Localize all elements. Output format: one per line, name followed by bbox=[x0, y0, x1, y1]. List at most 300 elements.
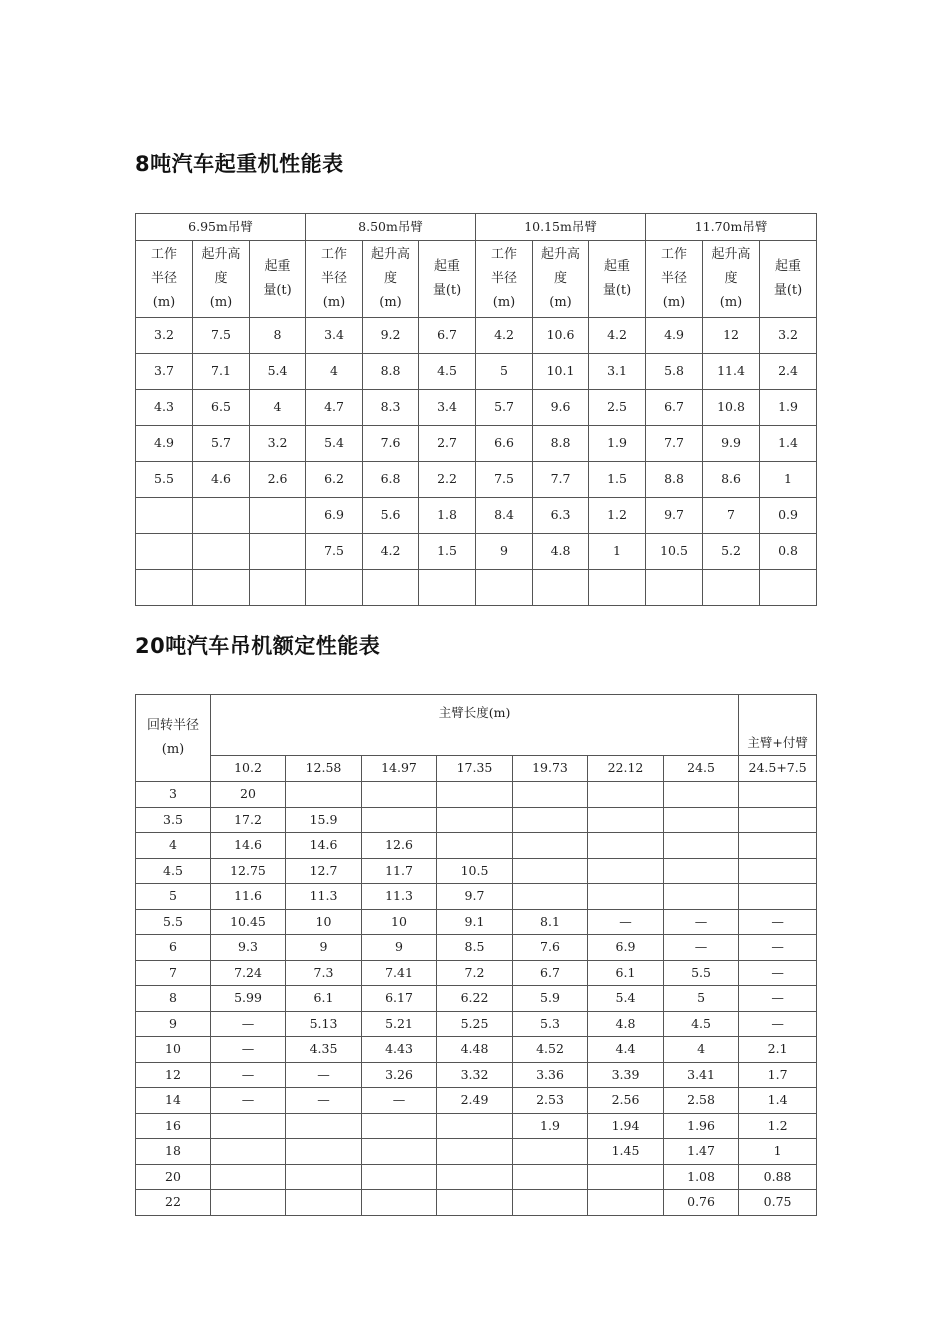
table-row bbox=[136, 1164, 817, 1190]
boom-length-header: 19.73 bbox=[513, 756, 588, 782]
table-cell: — bbox=[739, 986, 817, 1012]
table-cell bbox=[250, 534, 306, 570]
table-row bbox=[136, 986, 817, 1012]
table-cell: 1.5 bbox=[419, 534, 476, 570]
table-cell: 7 bbox=[703, 498, 760, 534]
working-radius-header-line: (m) bbox=[492, 295, 516, 310]
table-row bbox=[136, 960, 817, 986]
load-capacity-header-line: 起重 bbox=[775, 259, 802, 274]
table-cell bbox=[513, 884, 588, 910]
table-cell: 14.6 bbox=[211, 833, 286, 859]
table-cell: 2.49 bbox=[437, 1088, 513, 1114]
table-cell: 6.8 bbox=[363, 462, 419, 498]
table-cell: 5 bbox=[476, 354, 533, 390]
working-radius-header-line: (m) bbox=[662, 295, 686, 310]
working-radius-header-line: (m) bbox=[322, 295, 346, 310]
table-cell: 1.47 bbox=[664, 1139, 739, 1165]
table-cell bbox=[739, 833, 817, 859]
table-row bbox=[136, 1088, 817, 1114]
table-cell bbox=[437, 807, 513, 833]
table-cell: 9.3 bbox=[211, 935, 286, 961]
lift-height-header-line: (m) bbox=[549, 295, 572, 310]
table-cell: 5.13 bbox=[286, 1011, 362, 1037]
table-row bbox=[136, 534, 817, 570]
table-cell: 4.9 bbox=[136, 426, 193, 462]
lift-height-header-line: 起升高 bbox=[541, 247, 581, 262]
table-cell: 1.8 bbox=[419, 498, 476, 534]
table-row bbox=[136, 462, 817, 498]
boom-group-header-row bbox=[136, 214, 817, 241]
table-cell: 8.5 bbox=[437, 935, 513, 961]
table-row bbox=[136, 426, 817, 462]
table-cell bbox=[362, 1164, 437, 1190]
table-cell bbox=[664, 833, 739, 859]
table-cell: 3.4 bbox=[306, 318, 363, 354]
table-cell bbox=[286, 1164, 362, 1190]
table-cell bbox=[362, 1139, 437, 1165]
table-cell: 4.2 bbox=[363, 534, 419, 570]
table-cell: 11.4 bbox=[703, 354, 760, 390]
table-cell: 2.6 bbox=[250, 462, 306, 498]
table-cell bbox=[211, 1164, 286, 1190]
table-cell: 1.5 bbox=[589, 462, 646, 498]
working-radius-header-line: 半径 bbox=[661, 271, 688, 286]
table-8t-crane-performance bbox=[135, 213, 817, 606]
load-capacity-header-line: 起重 bbox=[264, 259, 291, 274]
boom-length-header: 14.97 bbox=[362, 756, 437, 782]
table-cell: 5.21 bbox=[362, 1011, 437, 1037]
table-cell: 4.52 bbox=[513, 1037, 588, 1063]
table-cell: 9.7 bbox=[646, 498, 703, 534]
table-cell bbox=[362, 1190, 437, 1216]
table-cell: 2.53 bbox=[513, 1088, 588, 1114]
table-cell bbox=[306, 570, 363, 606]
table-cell: 5.7 bbox=[476, 390, 533, 426]
working-radius-header-line: 工作 bbox=[150, 247, 177, 262]
table-cell: 2.1 bbox=[739, 1037, 817, 1063]
radius-cell: 3.5 bbox=[136, 807, 211, 833]
table-cell: 8.1 bbox=[513, 909, 588, 935]
table-cell: 1.2 bbox=[739, 1113, 817, 1139]
radius-cell: 6 bbox=[136, 935, 211, 961]
table-cell bbox=[437, 1139, 513, 1165]
boom-group-header: 11.70m吊臂 bbox=[646, 214, 817, 241]
table-cell: 7.3 bbox=[286, 960, 362, 986]
radius-cell: 4 bbox=[136, 833, 211, 859]
table-cell bbox=[760, 570, 817, 606]
radius-cell: 9 bbox=[136, 1011, 211, 1037]
working-radius-header-line: 工作 bbox=[491, 247, 518, 262]
working-radius-header-line: (m) bbox=[152, 295, 176, 310]
table-cell: 4 bbox=[306, 354, 363, 390]
table-cell: 5.99 bbox=[211, 986, 286, 1012]
table-cell: 5.6 bbox=[363, 498, 419, 534]
table-cell: 3.4 bbox=[419, 390, 476, 426]
radius-cell: 18 bbox=[136, 1139, 211, 1165]
table-cell: 10.5 bbox=[646, 534, 703, 570]
load-capacity-header-line: 起重 bbox=[434, 259, 461, 274]
boom-length-header: 24.5 bbox=[664, 756, 739, 782]
table-cell bbox=[664, 782, 739, 808]
working-radius-header-line: 半径 bbox=[321, 271, 348, 286]
load-capacity-header-line: 量(t) bbox=[773, 283, 803, 298]
table-cell: 5.8 bbox=[646, 354, 703, 390]
table-cell bbox=[437, 833, 513, 859]
working-radius-header-line: 工作 bbox=[661, 247, 688, 262]
table-cell: 4.35 bbox=[286, 1037, 362, 1063]
table-cell: 5.9 bbox=[513, 986, 588, 1012]
table-cell: 6.3 bbox=[533, 498, 589, 534]
table-cell: 4.43 bbox=[362, 1037, 437, 1063]
table-cell bbox=[193, 498, 250, 534]
table-cell: 9.2 bbox=[363, 318, 419, 354]
table-cell bbox=[664, 884, 739, 910]
table-cell bbox=[437, 782, 513, 808]
table-cell: 3.1 bbox=[589, 354, 646, 390]
table-cell bbox=[588, 884, 664, 910]
working-radius-header bbox=[306, 241, 363, 318]
table-cell: 4.7 bbox=[306, 390, 363, 426]
page-title-20t-crane: 20吨汽车吊机额定性能表 bbox=[135, 634, 381, 658]
load-capacity-header bbox=[760, 241, 817, 318]
radius-cell: 3 bbox=[136, 782, 211, 808]
boom-length-row bbox=[136, 756, 817, 782]
table-cell: 1.94 bbox=[588, 1113, 664, 1139]
working-radius-header bbox=[476, 241, 533, 318]
radius-cell: 7 bbox=[136, 960, 211, 986]
lift-height-header bbox=[363, 241, 419, 318]
radius-cell: 5.5 bbox=[136, 909, 211, 935]
radius-cell: 10 bbox=[136, 1037, 211, 1063]
table-cell bbox=[739, 782, 817, 808]
table-row bbox=[136, 909, 817, 935]
table-cell: 7.5 bbox=[193, 318, 250, 354]
table-cell: 6.7 bbox=[646, 390, 703, 426]
table-cell: — bbox=[211, 1011, 286, 1037]
table-cell bbox=[286, 1190, 362, 1216]
table-row bbox=[136, 570, 817, 606]
table-cell: 2.7 bbox=[419, 426, 476, 462]
table-cell: 10 bbox=[362, 909, 437, 935]
table-cell: 8.8 bbox=[533, 426, 589, 462]
table-cell: 4.2 bbox=[589, 318, 646, 354]
lift-height-header bbox=[193, 241, 250, 318]
radius-cell: 5 bbox=[136, 884, 211, 910]
table-cell: 3.2 bbox=[760, 318, 817, 354]
lift-height-header-line: 起升高 bbox=[201, 247, 241, 262]
table-20t-crane-rated-performance bbox=[135, 694, 817, 1216]
table-cell: 6.22 bbox=[437, 986, 513, 1012]
table-cell: 5.5 bbox=[664, 960, 739, 986]
table-cell: 4.2 bbox=[476, 318, 533, 354]
table-cell bbox=[589, 570, 646, 606]
table-cell bbox=[588, 1190, 664, 1216]
radius-cell: 4.5 bbox=[136, 858, 211, 884]
working-radius-header-line: 半径 bbox=[150, 271, 177, 286]
table-cell: 1.7 bbox=[739, 1062, 817, 1088]
lift-height-header-line: (m) bbox=[719, 295, 743, 310]
table-row bbox=[136, 390, 817, 426]
table-cell: 10.5 bbox=[437, 858, 513, 884]
table-cell: 0.88 bbox=[739, 1164, 817, 1190]
lift-height-header-line: (m) bbox=[379, 295, 402, 310]
table-cell: 1 bbox=[589, 534, 646, 570]
table-cell: — bbox=[739, 935, 817, 961]
table-cell bbox=[362, 807, 437, 833]
table-cell: 1.4 bbox=[739, 1088, 817, 1114]
table-cell bbox=[286, 1139, 362, 1165]
load-capacity-header-line: 量(t) bbox=[263, 283, 292, 298]
table-row bbox=[136, 1190, 817, 1216]
table-cell: 5 bbox=[664, 986, 739, 1012]
lift-height-header-line: (m) bbox=[209, 295, 233, 310]
table-cell bbox=[703, 570, 760, 606]
table-cell: 8.6 bbox=[703, 462, 760, 498]
table-cell: 1 bbox=[760, 462, 817, 498]
table-cell: 6.9 bbox=[588, 935, 664, 961]
table-cell: 3.32 bbox=[437, 1062, 513, 1088]
page-title-8t-crane: 8吨汽车起重机性能表 bbox=[135, 152, 344, 176]
table-cell bbox=[286, 1113, 362, 1139]
table-cell: 5.2 bbox=[703, 534, 760, 570]
table-cell: 1.9 bbox=[513, 1113, 588, 1139]
table-cell: 7.41 bbox=[362, 960, 437, 986]
lift-height-header-line: 度 bbox=[384, 271, 398, 286]
table-cell: 5.5 bbox=[136, 462, 193, 498]
header-row bbox=[136, 695, 817, 756]
table-cell bbox=[419, 570, 476, 606]
table-cell: 4.6 bbox=[193, 462, 250, 498]
table-cell: 12.7 bbox=[286, 858, 362, 884]
table-cell: 4.5 bbox=[664, 1011, 739, 1037]
table-cell bbox=[513, 1190, 588, 1216]
table-cell: 6.2 bbox=[306, 462, 363, 498]
table-cell: 17.2 bbox=[211, 807, 286, 833]
table-cell: 7.7 bbox=[646, 426, 703, 462]
lift-height-header-line: 起升高 bbox=[371, 247, 411, 262]
column-header-row bbox=[136, 241, 817, 318]
table-cell bbox=[646, 570, 703, 606]
table-cell: — bbox=[664, 909, 739, 935]
table-cell: 4 bbox=[664, 1037, 739, 1063]
table-cell: 4.8 bbox=[588, 1011, 664, 1037]
table-cell: 4.4 bbox=[588, 1037, 664, 1063]
table-cell: — bbox=[739, 909, 817, 935]
table-cell bbox=[362, 1113, 437, 1139]
table-cell bbox=[513, 858, 588, 884]
table-cell: 3.36 bbox=[513, 1062, 588, 1088]
table-cell bbox=[211, 1139, 286, 1165]
table-row bbox=[136, 782, 817, 808]
boom-group-header: 6.95m吊臂 bbox=[136, 214, 306, 241]
table-cell: 12.6 bbox=[362, 833, 437, 859]
table-cell: 7.1 bbox=[193, 354, 250, 390]
table-cell: 11.3 bbox=[362, 884, 437, 910]
table-cell bbox=[513, 1139, 588, 1165]
table-cell bbox=[513, 807, 588, 833]
table-cell: 5.4 bbox=[306, 426, 363, 462]
table-cell: — bbox=[211, 1088, 286, 1114]
table-cell: — bbox=[362, 1088, 437, 1114]
load-capacity-header bbox=[589, 241, 646, 318]
table-cell: 3.2 bbox=[136, 318, 193, 354]
table-cell: 2.4 bbox=[760, 354, 817, 390]
table-cell bbox=[437, 1190, 513, 1216]
table-cell: 5.4 bbox=[588, 986, 664, 1012]
working-radius-header-line: 半径 bbox=[491, 271, 518, 286]
table-cell bbox=[193, 570, 250, 606]
table-cell: 4.48 bbox=[437, 1037, 513, 1063]
table-cell bbox=[250, 498, 306, 534]
table-cell: 4.9 bbox=[646, 318, 703, 354]
table-cell: 0.8 bbox=[760, 534, 817, 570]
boom-length-header: 24.5+7.5 bbox=[739, 756, 817, 782]
table-cell: 7.6 bbox=[363, 426, 419, 462]
table-cell: 6.7 bbox=[419, 318, 476, 354]
table-cell: 10.8 bbox=[703, 390, 760, 426]
boom-group-header: 8.50m吊臂 bbox=[306, 214, 476, 241]
table-cell: 9.6 bbox=[533, 390, 589, 426]
table-cell: 3.7 bbox=[136, 354, 193, 390]
table-cell: 11.3 bbox=[286, 884, 362, 910]
load-capacity-header bbox=[250, 241, 306, 318]
table-cell bbox=[588, 858, 664, 884]
radius-header-label: 回转半径 bbox=[146, 718, 199, 733]
main-boom-length-header: 主臂长度(m) bbox=[211, 695, 739, 756]
radius-cell: 16 bbox=[136, 1113, 211, 1139]
table-cell: 7.2 bbox=[437, 960, 513, 986]
table-row bbox=[136, 498, 817, 534]
table-cell bbox=[136, 534, 193, 570]
table-cell: 6.7 bbox=[513, 960, 588, 986]
table-cell: 1.2 bbox=[589, 498, 646, 534]
table-row bbox=[136, 318, 817, 354]
table-row bbox=[136, 884, 817, 910]
table-cell bbox=[476, 570, 533, 606]
table-cell: 3.39 bbox=[588, 1062, 664, 1088]
table-cell: 8.3 bbox=[363, 390, 419, 426]
table-cell bbox=[363, 570, 419, 606]
table-cell: 10 bbox=[286, 909, 362, 935]
table-cell bbox=[211, 1190, 286, 1216]
lift-height-header-line: 度 bbox=[214, 271, 228, 286]
radius-cell: 12 bbox=[136, 1062, 211, 1088]
table-cell bbox=[664, 807, 739, 833]
table-row bbox=[136, 858, 817, 884]
table-row bbox=[136, 807, 817, 833]
table-cell: 7.5 bbox=[476, 462, 533, 498]
table-row bbox=[136, 354, 817, 390]
table-cell: 2.5 bbox=[589, 390, 646, 426]
table-cell: 2.2 bbox=[419, 462, 476, 498]
table-cell: 11.7 bbox=[362, 858, 437, 884]
working-radius-header bbox=[646, 241, 703, 318]
table-cell bbox=[513, 1164, 588, 1190]
working-radius-header-line: 工作 bbox=[321, 247, 348, 262]
table-cell bbox=[513, 782, 588, 808]
table-cell: 15.9 bbox=[286, 807, 362, 833]
table-cell: 3.26 bbox=[362, 1062, 437, 1088]
table-cell: 9.9 bbox=[703, 426, 760, 462]
table-cell: 1 bbox=[739, 1139, 817, 1165]
table-cell: 12 bbox=[703, 318, 760, 354]
radius-header-unit: (m) bbox=[161, 742, 185, 757]
table-cell: 12.75 bbox=[211, 858, 286, 884]
boom-group-header: 10.15m吊臂 bbox=[476, 214, 646, 241]
table-cell: 8 bbox=[250, 318, 306, 354]
table-cell: 1.9 bbox=[589, 426, 646, 462]
table-row bbox=[136, 1011, 817, 1037]
table-cell: 10.45 bbox=[211, 909, 286, 935]
lift-height-header-line: 起升高 bbox=[711, 247, 751, 262]
boom-length-header: 17.35 bbox=[437, 756, 513, 782]
table-cell: 5.7 bbox=[193, 426, 250, 462]
lift-height-header bbox=[533, 241, 589, 318]
table-cell: — bbox=[286, 1062, 362, 1088]
working-radius-header bbox=[136, 241, 193, 318]
table-cell: 4.5 bbox=[419, 354, 476, 390]
table-cell: 20 bbox=[211, 782, 286, 808]
table-cell bbox=[664, 858, 739, 884]
table-cell bbox=[362, 782, 437, 808]
table-cell bbox=[286, 782, 362, 808]
table-cell: 5.4 bbox=[250, 354, 306, 390]
table-row bbox=[136, 833, 817, 859]
table-cell bbox=[437, 1164, 513, 1190]
table-cell: — bbox=[664, 935, 739, 961]
table-cell bbox=[250, 570, 306, 606]
table-cell bbox=[193, 534, 250, 570]
table-cell bbox=[533, 570, 589, 606]
load-capacity-header bbox=[419, 241, 476, 318]
radius-cell: 14 bbox=[136, 1088, 211, 1114]
table-cell: 9 bbox=[362, 935, 437, 961]
table-cell: 1.96 bbox=[664, 1113, 739, 1139]
table-cell: 9.1 bbox=[437, 909, 513, 935]
table-cell: 8.8 bbox=[363, 354, 419, 390]
table-cell: 1.45 bbox=[588, 1139, 664, 1165]
table-cell: 7.5 bbox=[306, 534, 363, 570]
table-cell: 10.6 bbox=[533, 318, 589, 354]
table-cell: 7.6 bbox=[513, 935, 588, 961]
table-cell: 0.75 bbox=[739, 1190, 817, 1216]
table-cell: 3.2 bbox=[250, 426, 306, 462]
table-cell bbox=[437, 1113, 513, 1139]
table-cell: — bbox=[211, 1062, 286, 1088]
table-cell: 11.6 bbox=[211, 884, 286, 910]
load-capacity-header-line: 量(t) bbox=[432, 283, 462, 298]
table-cell: — bbox=[739, 960, 817, 986]
table-cell bbox=[588, 1164, 664, 1190]
table-cell: 8.8 bbox=[646, 462, 703, 498]
lift-height-header bbox=[703, 241, 760, 318]
table-cell: 4.3 bbox=[136, 390, 193, 426]
table-cell: 6.1 bbox=[588, 960, 664, 986]
table-cell: 3.41 bbox=[664, 1062, 739, 1088]
table-cell: 6.9 bbox=[306, 498, 363, 534]
aux-boom-header: 主臂+付臂 bbox=[739, 695, 817, 756]
table-cell: — bbox=[286, 1088, 362, 1114]
table-cell bbox=[211, 1113, 286, 1139]
table-cell: 0.9 bbox=[760, 498, 817, 534]
table-cell: 2.58 bbox=[664, 1088, 739, 1114]
table-cell: 1.08 bbox=[664, 1164, 739, 1190]
table-row bbox=[136, 1037, 817, 1063]
table-cell bbox=[739, 807, 817, 833]
lift-height-header-line: 度 bbox=[724, 271, 738, 286]
table-cell: 9 bbox=[286, 935, 362, 961]
radius-cell: 22 bbox=[136, 1190, 211, 1216]
